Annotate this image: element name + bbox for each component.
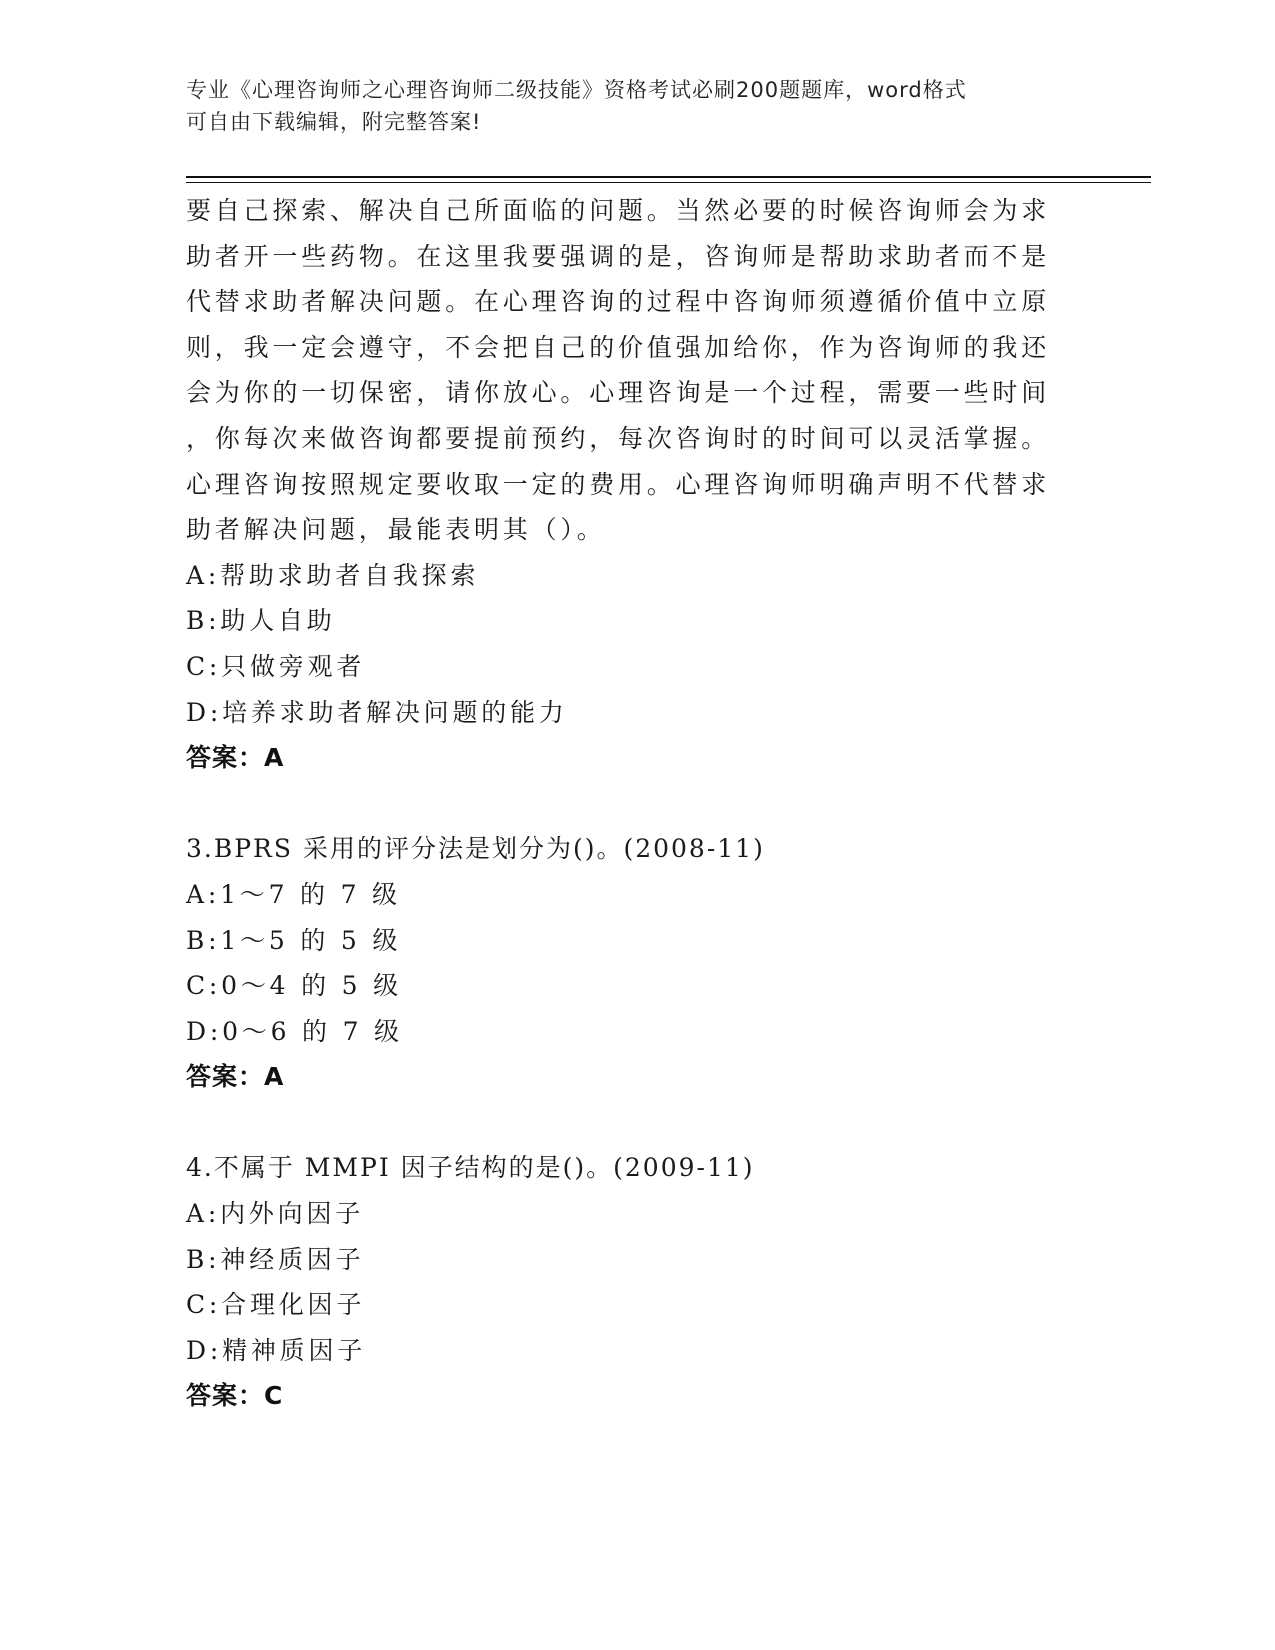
stem-line: 助者开一些药物。在这里我要强调的是，咨询师是帮助求助者而不是: [186, 241, 1051, 271]
question-3-title: 3.BPRS 采用的评分法是划分为()。(2008-11): [186, 834, 765, 864]
stem-line: 会为你的一切保密，请你放心。心理咨询是一个过程，需要一些时间: [186, 378, 1051, 408]
header-line-1: 专业《心理咨询师之心理咨询师二级技能》资格考试必刷200题题库，word格式: [186, 78, 967, 102]
question-4-options: [186, 1191, 1086, 1373]
stem-line: 心理咨询按照规定要收取一定的费用。心理咨询师明确声明不代替求: [186, 469, 1051, 499]
spacer: [186, 781, 1086, 827]
question-4-answer: 答案：C: [186, 1381, 284, 1411]
option-c: C:0～4 的 5 级: [186, 971, 402, 1001]
option-a: A:1～7 的 7 级: [186, 879, 401, 909]
question-3-answer: 答案：A: [186, 1062, 285, 1092]
spacer: [186, 1100, 1086, 1146]
option-b: B:神经质因子: [186, 1244, 365, 1274]
option-d: D:精神质因子: [186, 1335, 367, 1365]
question-2-options: [186, 553, 1086, 735]
question-4-title: 4.不属于 MMPI 因子结构的是()。(2009-11): [186, 1153, 755, 1183]
option-c: C:只做旁观者: [186, 651, 366, 681]
stem-line: 要自己探索、解决自己所面临的问题。当然必要的时候咨询师会为求: [186, 196, 1051, 225]
option-a: A:帮助求助者自我探索: [186, 560, 480, 590]
stem-line: 助者解决问题，最能表明其（）。: [186, 515, 606, 545]
stem-line: ，你每次来做咨询都要提前预约，每次咨询时的时间可以灵活掌握。: [186, 423, 1051, 453]
question-3-options: [186, 872, 1086, 1054]
option-b: B:助人自助: [186, 606, 336, 636]
question-2-stem: [186, 188, 1086, 553]
option-b: B:1～5 的 5 级: [186, 925, 402, 955]
stem-line: 则，我一定会遵守，不会把自己的价值强加给你，作为咨询师的我还: [186, 332, 1051, 362]
option-d: D:培养求助者解决问题的能力: [186, 697, 568, 727]
stem-line: 代替求助者解决问题。在心理咨询的过程中咨询师须遵循价值中立原: [186, 287, 1051, 317]
page-header: [186, 74, 1086, 138]
header-rule-thick: [186, 176, 1151, 178]
option-c: C:合理化因子: [186, 1290, 366, 1320]
option-a: A:内外向因子: [186, 1199, 365, 1229]
question-2-answer: 答案：A: [186, 743, 285, 773]
header-line-2: 可自由下载编辑，附完整答案!: [186, 110, 482, 134]
document-body: [186, 188, 1086, 1419]
header-rule-thin: [186, 182, 1151, 183]
option-d: D:0～6 的 7 级: [186, 1016, 403, 1046]
